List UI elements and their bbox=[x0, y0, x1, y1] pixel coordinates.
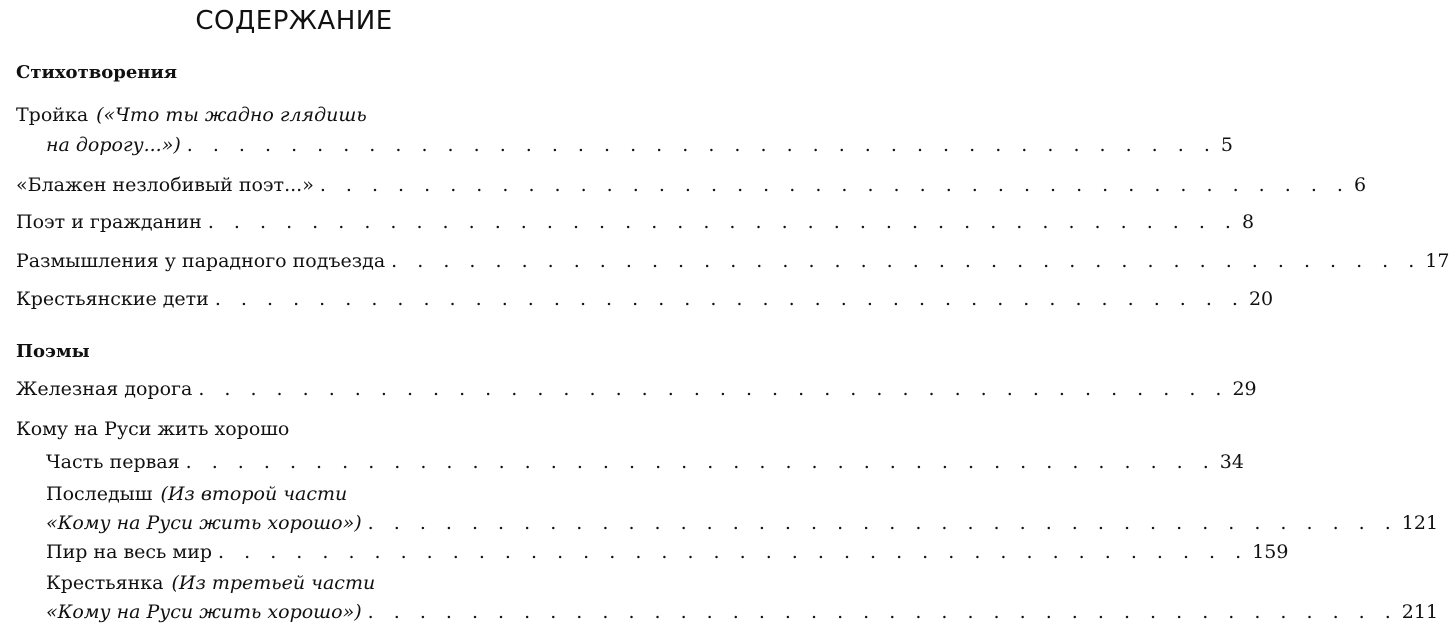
leader-dots: . . . . . . . . . . . . . . . . . . . . . . . . . . . . . . . . . . . . . . . . bbox=[319, 174, 1350, 196]
entry-subtitle: («Что ты жадно глядишь bbox=[96, 104, 367, 126]
entry-title: Поэт и гражданин bbox=[16, 211, 202, 233]
leader-dots: . . . . . . . . . . . . . . . . . . . . . . . . . . . . . . . . . . . . . . . . bbox=[185, 451, 1216, 473]
leader-dots: . . . . . . . . . . . . . . . . . . . . . . . . . . . . . . . . . . . . . . . . bbox=[214, 288, 1245, 310]
entry-title: Тройка bbox=[16, 104, 89, 126]
leader-dots: . . . . . . . . . . . . . . . . . . . . . . . . . . . . . . . . . . . . . . . . bbox=[198, 378, 1229, 400]
entry-title: Часть первая bbox=[46, 451, 180, 473]
page-number: 29 bbox=[1232, 378, 1257, 400]
entry-title: Размышления у парадного подъезда bbox=[16, 250, 386, 272]
toc-entry-krest[interactable] bbox=[46, 572, 574, 594]
entry-title: Последыш bbox=[46, 483, 153, 505]
page-number: 5 bbox=[1220, 134, 1233, 156]
entry-subtitle: (Из третьей части bbox=[171, 572, 376, 594]
toc-entry-krest-cont[interactable] bbox=[46, 601, 1439, 623]
page-number: 20 bbox=[1248, 288, 1274, 310]
page-number: 17 bbox=[1425, 250, 1449, 272]
leader-dots: . . . . . . . . . . . . . . . . . . . . . . . . . . . . . . . . . . . . . . . . bbox=[207, 211, 1238, 233]
toc-entry-blazhen[interactable] bbox=[16, 174, 1367, 196]
entry-title: Пир на весь мир bbox=[46, 541, 213, 563]
toc-entry-kids[interactable] bbox=[16, 288, 1274, 310]
toc-entry-troika-cont[interactable] bbox=[46, 134, 1233, 156]
entry-subtitle: «Кому на Руси жить хорошо») bbox=[46, 512, 362, 534]
leader-dots: . . . . . . . . . . . . . . . . . . . . . . . . . . . . . . . . . . . . . . . . bbox=[218, 541, 1249, 563]
leader-dots: . . . . . . . . . . . . . . . . . . . . . . . . . . . . . . . . . . . . . . . . bbox=[367, 512, 1398, 534]
page-number: 6 bbox=[1353, 174, 1367, 196]
entry-title: Крестьянка bbox=[46, 572, 164, 594]
page-title: СОДЕРЖАНИЕ bbox=[195, 6, 393, 36]
leader-dots: . . . . . . . . . . . . . . . . . . . . . . . . . . . . . . . . . . . . . . . . bbox=[367, 601, 1398, 623]
entry-title: Железная дорога bbox=[16, 378, 193, 400]
toc-entry-poet[interactable] bbox=[16, 211, 1255, 233]
page-number: 211 bbox=[1401, 601, 1439, 623]
entry-title: Кому на Руси жить хорошо bbox=[16, 418, 290, 440]
entry-title: Крестьянские дети bbox=[16, 288, 209, 310]
page-number: 8 bbox=[1241, 211, 1255, 233]
page-number: 34 bbox=[1219, 451, 1244, 473]
section-heading-poems: Стихотворения bbox=[16, 62, 178, 83]
toc-entry-pir[interactable] bbox=[46, 541, 1289, 563]
toc-entry-razm[interactable] bbox=[16, 250, 1449, 272]
page-number: 121 bbox=[1401, 512, 1439, 534]
entry-title: «Блажен незлобивый поэт...» bbox=[16, 174, 314, 196]
entry-subtitle: на дорогу...») bbox=[46, 134, 181, 156]
toc-entry-part1[interactable] bbox=[46, 451, 1244, 473]
toc-entry-troika[interactable] bbox=[16, 104, 574, 126]
section-heading-long-poems: Поэмы bbox=[16, 341, 90, 362]
entry-subtitle: «Кому на Руси жить хорошо») bbox=[46, 601, 362, 623]
toc-entry-railway[interactable] bbox=[16, 378, 1257, 400]
page-number: 159 bbox=[1252, 541, 1289, 563]
entry-subtitle: (Из второй части bbox=[160, 483, 348, 505]
leader-dots: . . . . . . . . . . . . . . . . . . . . . . . . . . . . . . . . . . . . . . . . bbox=[186, 134, 1217, 156]
toc-entry-posled[interactable] bbox=[46, 483, 574, 505]
toc-entry-posled-cont[interactable] bbox=[46, 512, 1439, 534]
leader-dots: . . . . . . . . . . . . . . . . . . . . . . . . . . . . . . . . . . . . . . . . bbox=[391, 250, 1422, 272]
toc-entry-komu[interactable] bbox=[16, 418, 574, 440]
